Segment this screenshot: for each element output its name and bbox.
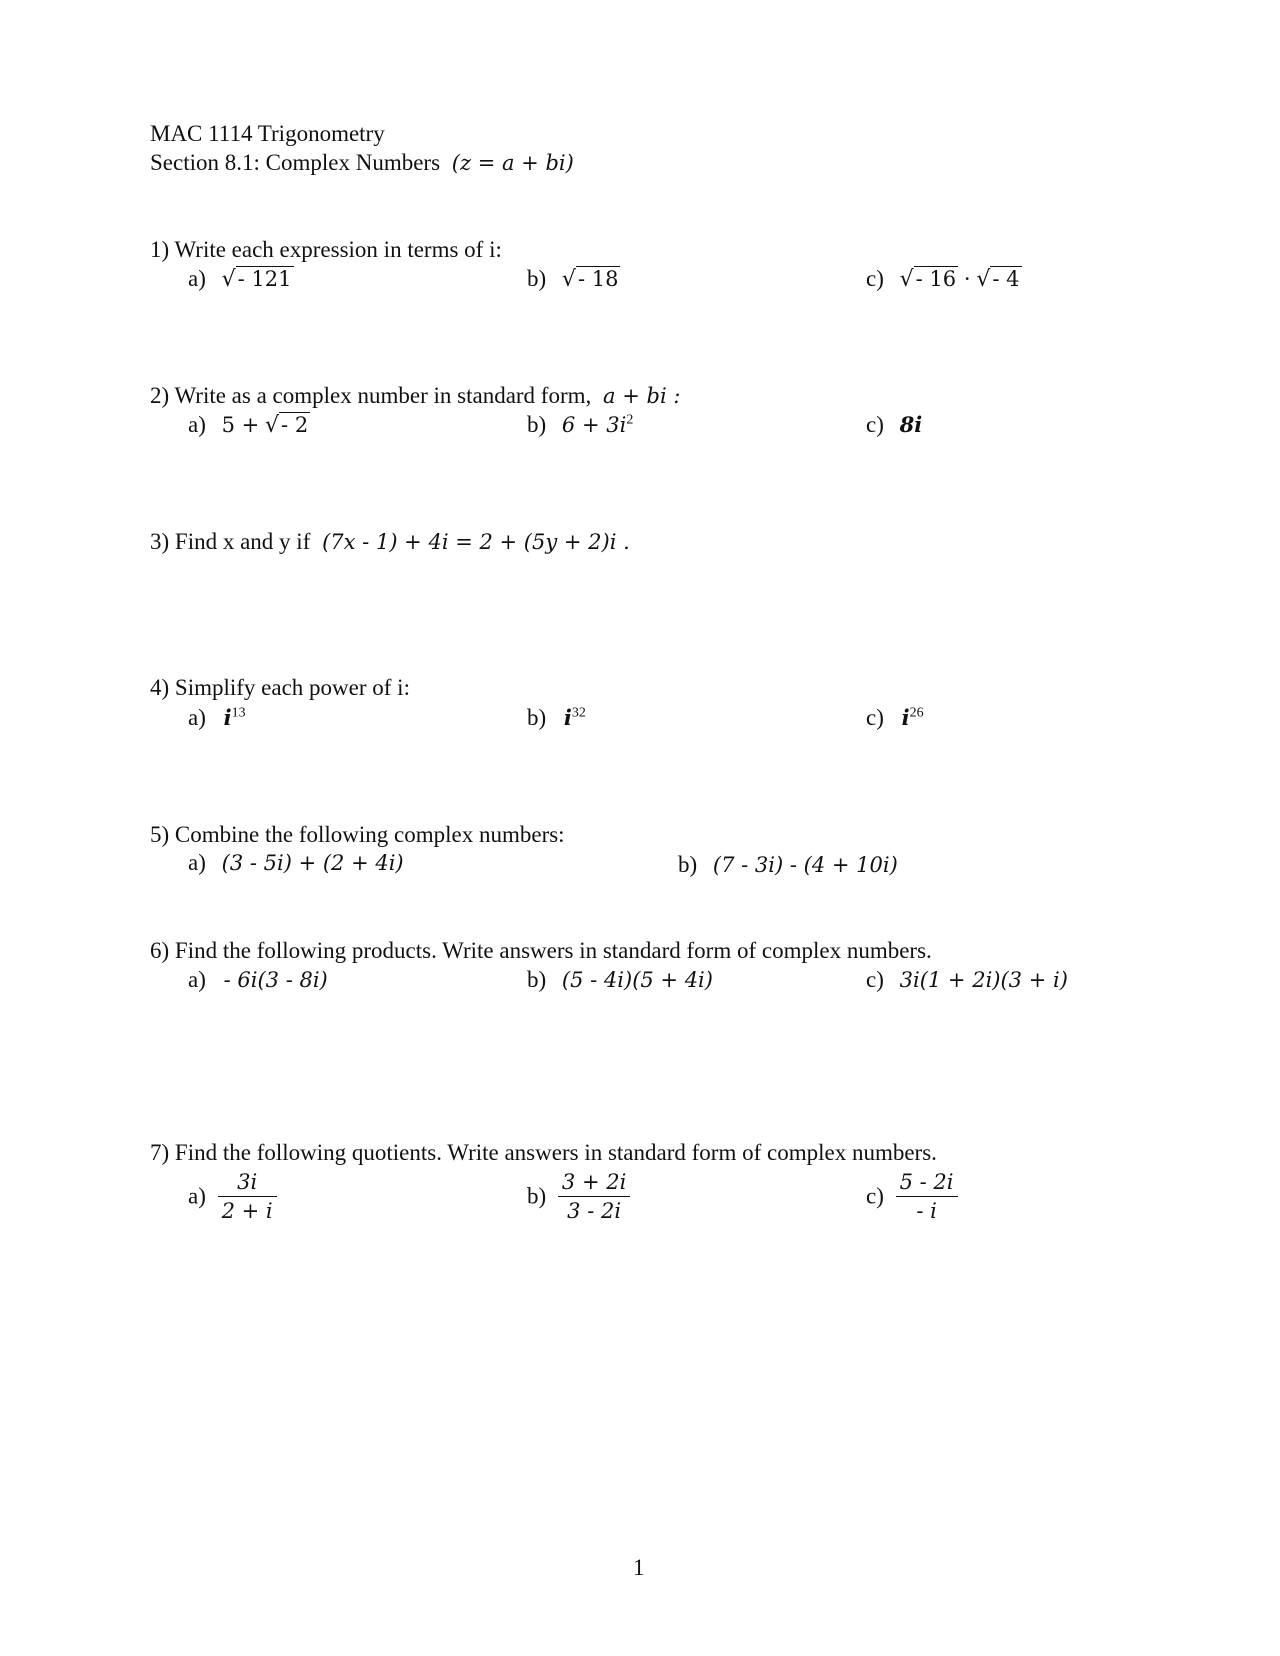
q7a-label: a) [188,1183,206,1209]
q2a-label: a) [188,412,206,437]
q2a-prefix: 5 + [221,413,260,437]
q2c-label: c) [866,412,884,437]
q4c-base: i [901,705,910,730]
q7c-denominator: - i [916,1199,937,1223]
page-number: 1 [633,1555,645,1580]
q5b-expression: (7 - 3i) - (4 + 10i) [712,853,898,877]
q5b-label: b) [678,852,698,877]
q6c-label: c) [866,967,884,992]
q1c-radicand-1: - 16 [915,267,957,291]
q1c-dot: · [963,267,971,291]
question-2a [188,412,310,438]
q4b-exponent: 32 [571,705,586,721]
question-1a [188,266,294,292]
q2a-radical: √- 2 [265,413,309,438]
q2c-expression: 8i [899,412,923,437]
q7c-fraction [896,1170,958,1223]
q6b-label: b) [527,967,547,992]
q6a-label: a) [188,967,206,992]
question-5-prompt: 5) Combine the following complex numbers: [150,822,565,847]
q4a-base: i [223,705,232,730]
question-3 [150,529,630,555]
question-2c [866,412,922,438]
q6a-expression: - 6i(3 - 8i) [223,968,328,992]
q5a-label: a) [188,850,206,875]
q1a-radical: √- 121 [221,267,292,292]
q1b-label: b) [527,266,547,291]
q7a-numerator: 3i [218,1170,277,1197]
question-6b [527,967,713,993]
question-4a [188,705,246,731]
q4c-label: c) [866,705,884,730]
q2b-expression: 6 + 3i [561,413,627,437]
q1c-radical-1: √- 16 [899,267,957,292]
question-1-prompt: 1) Write each expression in terms of i: [150,237,502,262]
q1a-radicand: - 121 [237,267,292,291]
q1a-label: a) [188,266,206,291]
q3-equation: (7x - 1) + 4i = 2 + (5y + 2)i . [322,530,630,554]
q2b-label: b) [527,412,547,437]
section-formula: (z = a + bi) [451,151,574,175]
q2a-radicand: - 2 [281,413,309,437]
question-6c [866,967,1068,993]
q2b-exponent: 2 [626,412,634,428]
q4a-label: a) [188,705,206,730]
question-1c [866,266,1022,292]
q6c-expression: 3i(1 + 2i)(3 + i) [899,968,1068,992]
section-label: Section 8.1: Complex Numbers [150,150,441,175]
q4b-base: i [563,705,572,730]
question-2b [527,412,633,438]
course-title: MAC 1114 Trigonometry [150,121,385,146]
question-6-prompt: 6) Find the following products. Write answers in standard form of complex numbers. [150,938,932,963]
q2-prompt-text: 2) Write as a complex number in standard form, [150,383,592,408]
q7b-fraction [558,1170,630,1223]
question-4b [527,705,586,731]
q7b-numerator: 3 + 2i [558,1170,630,1197]
q1c-label: c) [866,266,884,291]
q1c-radicand-2: - 4 [992,267,1020,291]
question-5a [188,850,404,876]
q7b-denominator: 3 - 2i [567,1199,622,1223]
q7c-numerator: 5 - 2i [896,1170,958,1197]
question-6a [188,967,328,993]
q1b-radicand: - 18 [577,267,619,291]
q1c-radical-2: √- 4 [976,267,1020,292]
q1b-radical: √- 18 [561,267,619,292]
question-7b [527,1170,630,1223]
question-1b [527,266,620,292]
question-7-prompt: 7) Find the following quotients. Write answers in standard form of complex numbers. [150,1140,937,1165]
question-7a [188,1170,277,1223]
section-title [150,150,574,176]
q4b-label: b) [527,705,547,730]
question-7c [866,1170,958,1223]
q5a-expression: (3 - 5i) + (2 + 4i) [221,851,404,875]
question-2-prompt [150,383,680,409]
q7a-fraction [218,1170,277,1223]
q7b-label: b) [527,1183,547,1209]
q6b-expression: (5 - 4i)(5 + 4i) [561,968,713,992]
q4a-exponent: 13 [231,705,246,721]
q3-prompt: 3) Find x and y if [150,529,311,554]
question-4c [866,705,924,731]
question-4-prompt: 4) Simplify each power of i: [150,675,410,700]
q4c-exponent: 26 [909,705,924,721]
question-5b [678,852,898,878]
q7a-denominator: 2 + i [221,1199,273,1223]
q2-standard-form: a + bi : [603,384,681,408]
q7c-label: c) [866,1183,884,1209]
